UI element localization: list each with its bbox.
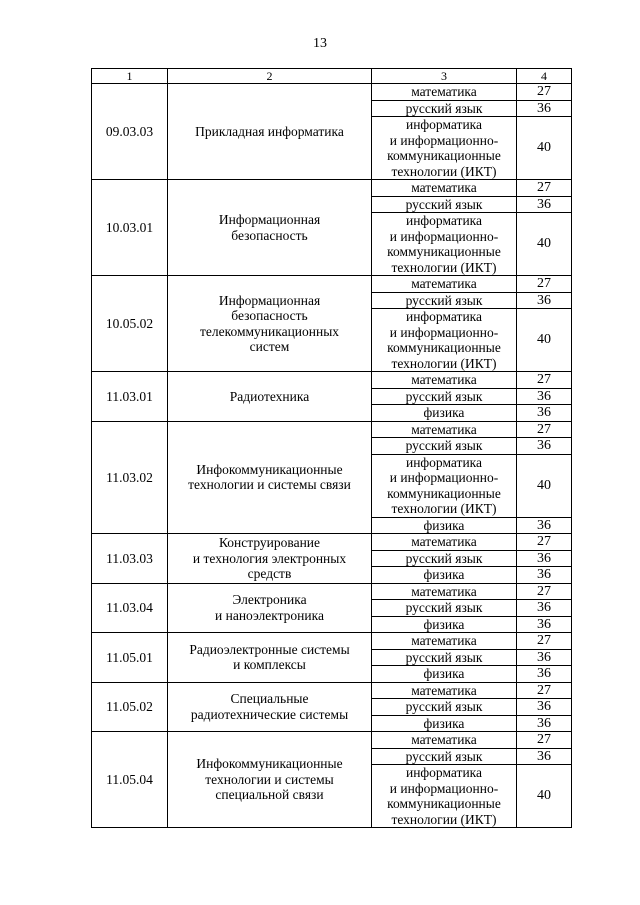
exam-subject: физика <box>372 517 517 534</box>
minimum-score: 40 <box>517 117 572 180</box>
table-row <box>92 682 572 699</box>
minimum-score: 36 <box>517 567 572 584</box>
header-cell-3: 3 <box>372 69 517 84</box>
program-code: 10.03.01 <box>92 180 168 276</box>
exam-subject: математика <box>372 276 517 293</box>
minimum-score: 27 <box>517 633 572 650</box>
exam-subject: информатика и информационно- коммуникационные технологии (ИКТ) <box>372 213 517 276</box>
minimum-score: 36 <box>517 388 572 405</box>
exam-subject: русский язык <box>372 649 517 666</box>
program-code: 09.03.03 <box>92 84 168 180</box>
exam-subject: русский язык <box>372 748 517 765</box>
minimum-score: 27 <box>517 372 572 389</box>
minimum-score: 36 <box>517 616 572 633</box>
exam-subject: физика <box>372 666 517 683</box>
program-name: Электроника и наноэлектроника <box>168 583 372 633</box>
program-name: Прикладная информатика <box>168 84 372 180</box>
program-name: Инфокоммуникационные технологии и системы специальной связи <box>168 732 372 828</box>
minimum-score: 36 <box>517 196 572 213</box>
program-code: 11.03.04 <box>92 583 168 633</box>
table-row <box>92 732 572 749</box>
header-cell-1: 1 <box>92 69 168 84</box>
minimum-score: 36 <box>517 600 572 617</box>
minimum-score: 27 <box>517 732 572 749</box>
exam-subject: информатика и информационно- коммуникационные технологии (ИКТ) <box>372 765 517 828</box>
minimum-score: 27 <box>517 583 572 600</box>
program-code: 11.03.02 <box>92 421 168 534</box>
exam-subject: информатика и информационно- коммуникационные технологии (ИКТ) <box>372 309 517 372</box>
exam-subject: физика <box>372 715 517 732</box>
table-row <box>92 372 572 389</box>
minimum-score: 36 <box>517 100 572 117</box>
exam-subject: физика <box>372 567 517 584</box>
program-name: Информационная безопасность телекоммуникационных систем <box>168 276 372 372</box>
program-code: 11.03.03 <box>92 534 168 584</box>
page-number: 13 <box>313 36 327 51</box>
exam-subject: русский язык <box>372 699 517 716</box>
exam-subject: информатика и информационно- коммуникационные технологии (ИКТ) <box>372 117 517 180</box>
program-code: 11.05.01 <box>92 633 168 683</box>
minimum-score: 40 <box>517 454 572 517</box>
exam-subject: математика <box>372 732 517 749</box>
exam-subject: русский язык <box>372 388 517 405</box>
table-row <box>92 276 572 293</box>
program-code: 11.03.01 <box>92 372 168 422</box>
exam-subject: русский язык <box>372 550 517 567</box>
table-row <box>92 180 572 197</box>
minimum-score: 36 <box>517 699 572 716</box>
exam-subject: математика <box>372 421 517 438</box>
minimum-score: 27 <box>517 276 572 293</box>
exam-subject: математика <box>372 633 517 650</box>
minimum-score: 27 <box>517 421 572 438</box>
header-row <box>92 69 572 84</box>
minimum-score: 36 <box>517 405 572 422</box>
program-code: 11.05.04 <box>92 732 168 828</box>
exam-subject: математика <box>372 372 517 389</box>
exam-subject: русский язык <box>372 600 517 617</box>
program-name: Информационная безопасность <box>168 180 372 276</box>
minimum-score: 40 <box>517 213 572 276</box>
header-cell-2: 2 <box>168 69 372 84</box>
table-row <box>92 534 572 551</box>
minimum-score: 36 <box>517 649 572 666</box>
minimum-score: 36 <box>517 715 572 732</box>
exam-subject: математика <box>372 583 517 600</box>
minimum-score: 36 <box>517 666 572 683</box>
minimum-score: 36 <box>517 748 572 765</box>
minimum-score: 36 <box>517 517 572 534</box>
minimum-score: 27 <box>517 180 572 197</box>
exam-subject: русский язык <box>372 100 517 117</box>
minimum-score: 36 <box>517 292 572 309</box>
program-name: Радиоэлектронные системы и комплексы <box>168 633 372 683</box>
program-name: Конструирование и технология электронных средств <box>168 534 372 584</box>
exam-subject: математика <box>372 534 517 551</box>
minimum-score: 40 <box>517 765 572 828</box>
program-name: Радиотехника <box>168 372 372 422</box>
minimum-score: 27 <box>517 682 572 699</box>
exam-subject: физика <box>372 616 517 633</box>
exam-subject: информатика и информационно- коммуникационные технологии (ИКТ) <box>372 454 517 517</box>
exam-subject: математика <box>372 682 517 699</box>
table-row <box>92 583 572 600</box>
admission-scores-table <box>91 68 572 828</box>
table-body <box>92 84 572 828</box>
table-row <box>92 84 572 101</box>
exam-subject: русский язык <box>372 438 517 455</box>
table-row <box>92 421 572 438</box>
exam-subject: русский язык <box>372 196 517 213</box>
header-cell-4: 4 <box>517 69 572 84</box>
minimum-score: 40 <box>517 309 572 372</box>
table-row <box>92 633 572 650</box>
program-name: Инфокоммуникационные технологии и системы связи <box>168 421 372 534</box>
program-code: 11.05.02 <box>92 682 168 732</box>
minimum-score: 27 <box>517 84 572 101</box>
exam-subject: математика <box>372 180 517 197</box>
minimum-score: 27 <box>517 534 572 551</box>
minimum-score: 36 <box>517 438 572 455</box>
program-name: Специальные радиотехнические системы <box>168 682 372 732</box>
exam-subject: русский язык <box>372 292 517 309</box>
exam-subject: математика <box>372 84 517 101</box>
program-code: 10.05.02 <box>92 276 168 372</box>
exam-subject: физика <box>372 405 517 422</box>
minimum-score: 36 <box>517 550 572 567</box>
